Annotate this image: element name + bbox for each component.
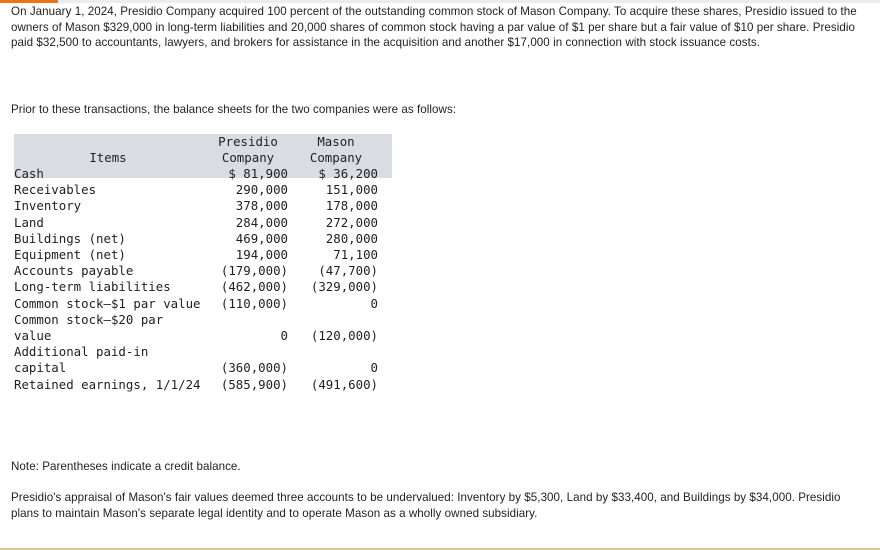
table-row [14, 377, 378, 393]
row-presidio-value: 194,000 [235, 247, 288, 263]
row-presidio-value: (360,000) [220, 360, 288, 376]
row-presidio-value: 469,000 [235, 230, 288, 246]
balance-sheet-table-container [14, 134, 378, 393]
table-row [14, 198, 378, 214]
top-border [0, 0, 880, 3]
row-item-label: Inventory [14, 198, 82, 214]
balance-sheet-table [14, 134, 378, 393]
row-mason-value: 272,000 [325, 214, 378, 230]
table-row [14, 182, 378, 198]
table-row [14, 296, 378, 312]
row-item-label: Buildings (net) [14, 230, 126, 246]
row-mason-value: (120,000) [310, 328, 378, 344]
row-presidio-value: (179,000) [220, 263, 288, 279]
items-header: Items [89, 150, 127, 165]
row-mason-value: 178,000 [325, 198, 378, 214]
row-presidio-value: (462,000) [220, 279, 288, 295]
row-presidio-value: (585,900) [220, 376, 288, 392]
row-item-label: Receivables [14, 182, 97, 198]
note-text: Note: Parentheses indicate a credit balance. [11, 460, 241, 473]
row-item-label: Long-term liabilities [14, 279, 171, 295]
table-row [14, 312, 378, 344]
row-presidio-value: 0 [280, 328, 288, 344]
row-item-label: Additional paid-in capital [14, 344, 149, 376]
table-header-row [14, 134, 378, 166]
row-presidio-value: 290,000 [235, 182, 288, 198]
mason-header: Mason Company [309, 134, 363, 165]
row-item-label: Retained earnings, 1/1/24 [14, 376, 201, 392]
row-item-label: Equipment (net) [14, 247, 126, 263]
row-mason-value: $ 36,200 [318, 166, 378, 181]
row-mason-value: (491,600) [310, 376, 378, 392]
row-mason-value: (47,700) [318, 263, 378, 279]
row-presidio-value: 284,000 [235, 214, 288, 230]
table-row [14, 166, 378, 182]
presidio-header: Presidio Company [218, 134, 278, 165]
row-presidio-value: 378,000 [235, 198, 288, 214]
row-item-label: Cash [14, 166, 44, 181]
row-mason-value: 71,100 [333, 247, 378, 263]
intro-paragraph: On January 1, 2024, Presidio Company acquired 100 percent of the outstanding common stock of Mason Company. To acquire these shares, Presidio issued to the owners of Mason $329,000 in long-term liabilities and 20,000 shares of common stock having a par value of $1 per share but a fair value of $10 per share. Presidio paid $32,500 to accountants, lawyers, and brokers for assistance in the acquisition and another $17,000 in connection with stock issuance costs. [11, 5, 857, 50]
row-presidio-value: $ 81,900 [228, 166, 288, 181]
accent-bar [0, 0, 58, 3]
prior-paragraph: Prior to these transactions, the balance sheets for the two companies were as follows: [11, 103, 457, 116]
row-mason-value: 280,000 [325, 230, 378, 246]
table-row [14, 247, 378, 263]
table-row [14, 215, 378, 231]
row-item-label: Accounts payable [14, 263, 134, 279]
row-mason-value: (329,000) [310, 279, 378, 295]
row-presidio-value: (110,000) [220, 295, 288, 311]
appraisal-paragraph: Presidio's appraisal of Mason's fair values deemed three accounts to be undervalued: Inventory by $5,300, Land by $33,400, and Buildings by $34,000. Presidio plans to maintain Mason's separate legal identity and to operate Mason as a wholly owned subsidiary. [11, 491, 841, 520]
row-item-label: Common stock—$1 par value [14, 295, 201, 311]
row-item-label: Common stock—$20 par value [14, 311, 164, 344]
table-row [14, 279, 378, 295]
row-mason-value: 0 [370, 295, 378, 311]
row-item-label: Land [14, 214, 44, 230]
table-row [14, 344, 378, 376]
row-mason-value: 151,000 [325, 182, 378, 198]
row-mason-value: 0 [370, 360, 378, 376]
table-row [14, 231, 378, 247]
table-row [14, 263, 378, 279]
